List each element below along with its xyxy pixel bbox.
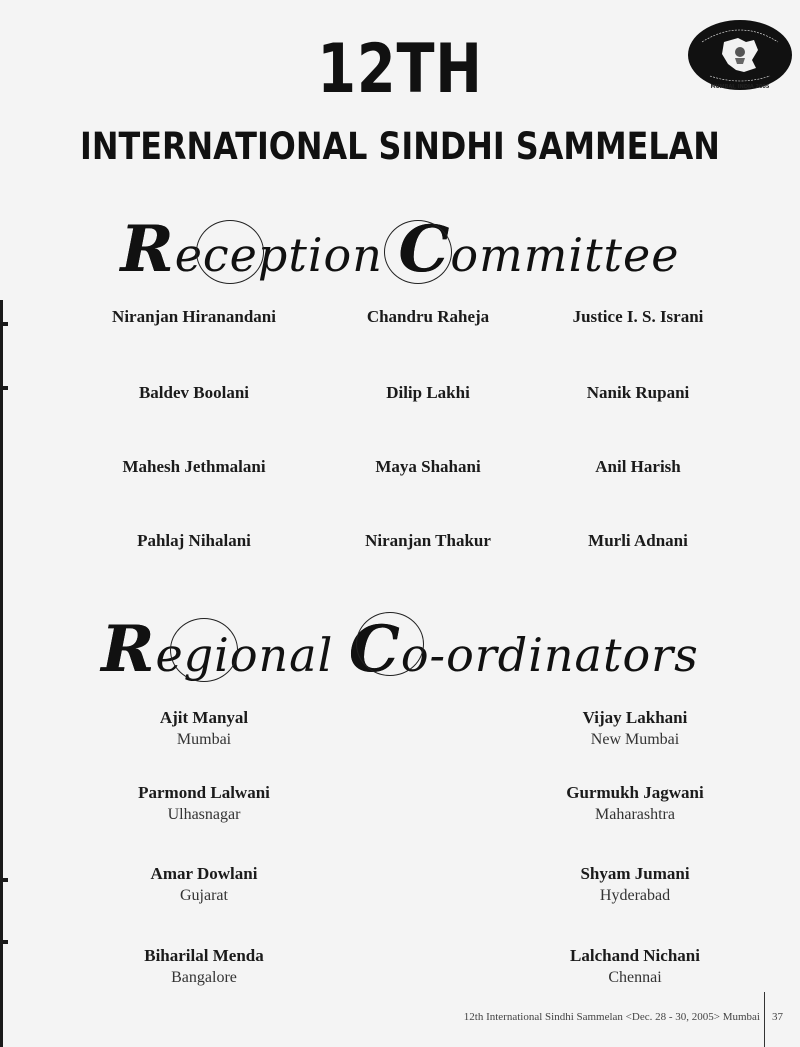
coordinator-city: Gujarat [180,887,228,904]
coordinator-name: Vijay Lakhani [582,708,688,727]
coordinator-name: Biharilal Menda [144,946,264,965]
page-footer: 12th International Sindhi Sammelan <Dec. 28 - 30, 2005> Mumbai [463,1011,760,1023]
logo-caption: MUMBAI, INDIA 2005 [710,84,770,90]
member-name: Nanik Rupani [586,383,690,402]
flourish-ornament [384,220,452,284]
coordinator-city: Bangalore [171,969,237,986]
coordinator-name: Parmond Lalwani [138,783,270,802]
coordinator-entry [515,863,755,907]
coordinator-name: Lalchand Nichani [570,946,700,965]
edition-heading: 12TH [317,30,483,109]
member-name: Maya Shahani [375,457,481,476]
member-name: Murli Adnani [588,531,688,550]
coordinator-name: Gurmukh Jagwani [566,783,704,802]
scan-edge-mark [0,878,8,882]
coordinator-entry [84,863,324,907]
coordinator-city: Hyderabad [599,887,671,904]
coordinator-name: Ajit Manyal [159,708,249,727]
coordinator-entry [84,945,324,989]
sammelan-logo [688,20,792,90]
member-name: Chandru Raheja [366,307,490,326]
event-title: INTERNATIONAL SINDHI SAMMELAN [80,125,720,168]
coordinator-city: New Mumbai [590,731,680,748]
member-name: Niranjan Thakur [365,531,491,550]
coordinator-entry [515,782,755,826]
coordinator-entry [515,707,755,751]
reception-committee-heading: Reception Committee [120,212,680,287]
member-name: Pahlaj Nihalani [137,531,251,550]
member-name: Baldev Boolani [138,383,250,402]
flourish-ornament [356,612,424,676]
coordinator-city: Ulhasnagar [167,806,241,823]
flourish-ornament [196,220,264,284]
page-number: 37 [772,1011,783,1023]
coordinator-name: Shyam Jumani [580,864,690,883]
scan-edge-mark [0,940,8,944]
member-name: Mahesh Jethmalani [122,457,266,476]
coordinator-city: Mumbai [176,731,232,748]
coordinator-entry [515,945,755,989]
scan-edge-mark [0,386,8,390]
coordinator-entry [84,782,324,826]
member-name: Dilip Lakhi [386,383,470,402]
flourish-ornament [170,618,238,682]
sindh-map-emblem-icon [688,20,792,90]
member-name: Anil Harish [595,457,681,476]
scan-edge-mark [0,322,8,326]
coordinator-name: Amar Dowlani [150,864,258,883]
coordinator-city: Maharashtra [595,806,675,823]
member-name: Niranjan Hiranandani [112,307,276,326]
footer-divider [764,992,765,1047]
member-name: Justice I. S. Israni [572,307,704,326]
regional-coordinators-heading: Regional Co-ordinators [101,612,699,687]
coordinator-city: Chennai [608,969,662,986]
coordinator-entry [84,707,324,751]
